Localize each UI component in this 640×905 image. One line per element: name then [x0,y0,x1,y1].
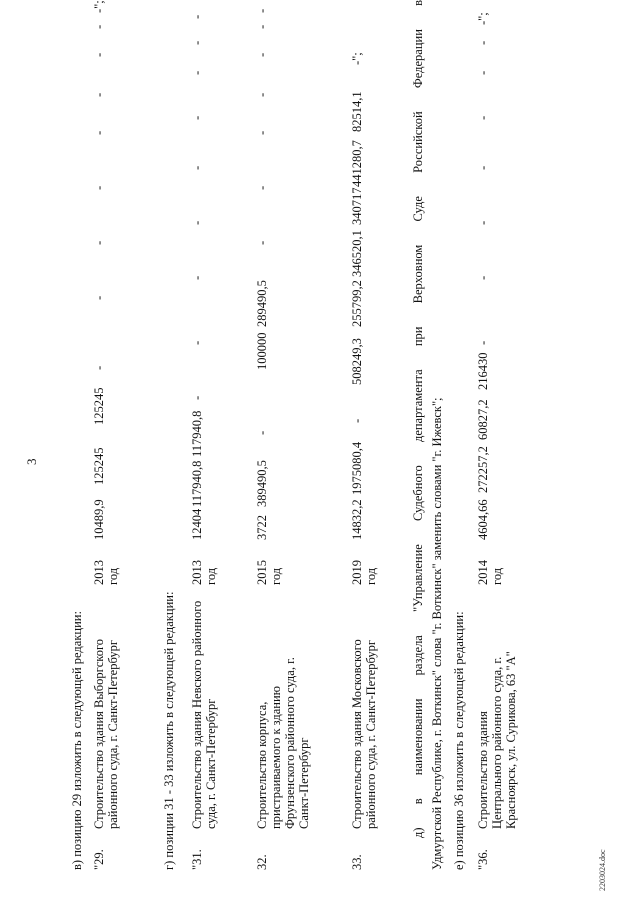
row-value: 3722 [255,515,269,540]
row-value: 10489,9 [92,499,106,540]
row-value: 12404 [190,508,204,540]
row-value: - [92,130,106,135]
row-year: 2013 год [190,560,218,585]
row-num: "31. [190,849,204,870]
row-year: 2015 год [255,560,283,585]
row-end: - [255,8,269,13]
row-value: - [190,275,204,280]
row-value: - [255,240,269,245]
row-value: 60827,2 [476,399,490,440]
row-value: 255799,2 [350,280,364,327]
row-year: 2019 год [350,560,378,585]
row-value: 125245 [92,387,106,425]
row-year: 2014 год [476,560,504,585]
row-name: Строительство здания Невского районного суда, г. Санкт-Петербург [190,600,218,829]
row-value: - [255,24,269,29]
row-end: -"; [92,0,106,13]
row-value: - [255,130,269,135]
row-end: -"; [476,12,490,25]
row-value: 125245 [92,447,106,485]
row-value: 389490,5 [255,460,269,507]
row-value: - [476,40,490,45]
row-value: - [190,115,204,120]
row-value: - [92,24,106,29]
row-value: - [190,340,204,345]
section-d-line1: д) в наименовании раздела "Управление Судебного департамента при Верховном Суде Российской Федерации в [411,0,425,838]
row-value: 216430 [476,352,490,390]
row-value: - [476,115,490,120]
row-value: 82514,1 [350,91,364,132]
row-value: 1975080,4 [350,441,364,495]
row-value: - [92,92,106,97]
row-name: Строительство здания Центрального районного суда, г. Красноярск, ул. Сурикова, 63 "А" [476,651,518,829]
row-num: "29. [92,849,106,870]
row-value: 508249,3 [350,338,364,385]
row-name: Строительство корпуса, пристраиваемого к зданию Фрунзенского районного суда, г. Санкт-Петербург [255,657,311,829]
section-e: е) позицию 36 изложить в следующей редакции: [452,611,466,870]
row-value: - [190,395,204,400]
footer-filename: 2203024.doc [598,849,607,891]
row-value: - [476,220,490,225]
row-value: - [255,430,269,435]
row-value: 346520,1 [350,230,364,277]
row-value: - [350,418,364,423]
row-value: - [476,165,490,170]
page-number: 3 [24,458,39,465]
section-v: в) позицию 29 изложить в следующей редакции: [70,611,84,870]
row-value: - [92,52,106,57]
row-value: - [92,240,106,245]
row-num: "36. [476,849,490,870]
row-end: -"; [350,52,364,65]
row-year: 2013 год [92,560,120,585]
row-value: - [255,52,269,57]
row-value: - [190,220,204,225]
row-value: - [476,70,490,75]
row-value: - [92,365,106,370]
section-g: г) позиции 31 - 33 изложить в следующей редакции: [162,591,176,870]
row-value: - [476,275,490,280]
row-value: - [92,295,106,300]
row-value: 117940,8 [190,410,204,457]
row-value: 117940,8 [190,460,204,507]
row-num: 33. [350,854,364,870]
row-value: - [190,70,204,75]
row-value: - [92,185,106,190]
row-value: 340717 [350,187,364,225]
section-d-line2: Удмуртской Республике, г. Воткинск" слова "г. Воткинск" заменить словами "г. Ижевск"; [430,397,444,870]
row-name: Строительство здания Выборгского районного суда, г. Санкт-Петербург [92,638,120,829]
row-value: 14832,2 [350,499,364,540]
row-value: 100000 [255,332,269,370]
row-value: - [190,40,204,45]
row-value: - [255,185,269,190]
row-name: Строительство здания Московского районного суда, г. Санкт-Петербург [350,639,378,829]
row-value: 272257,2 [476,446,490,493]
row-value: - [255,92,269,97]
row-value: - [476,340,490,345]
row-value: 441280,7 [350,140,364,187]
row-value: - [190,165,204,170]
row-num: 32. [255,854,269,870]
row-end: - [190,14,204,19]
row-value: 289490,5 [255,280,269,327]
row-value: 4604,66 [476,499,490,540]
